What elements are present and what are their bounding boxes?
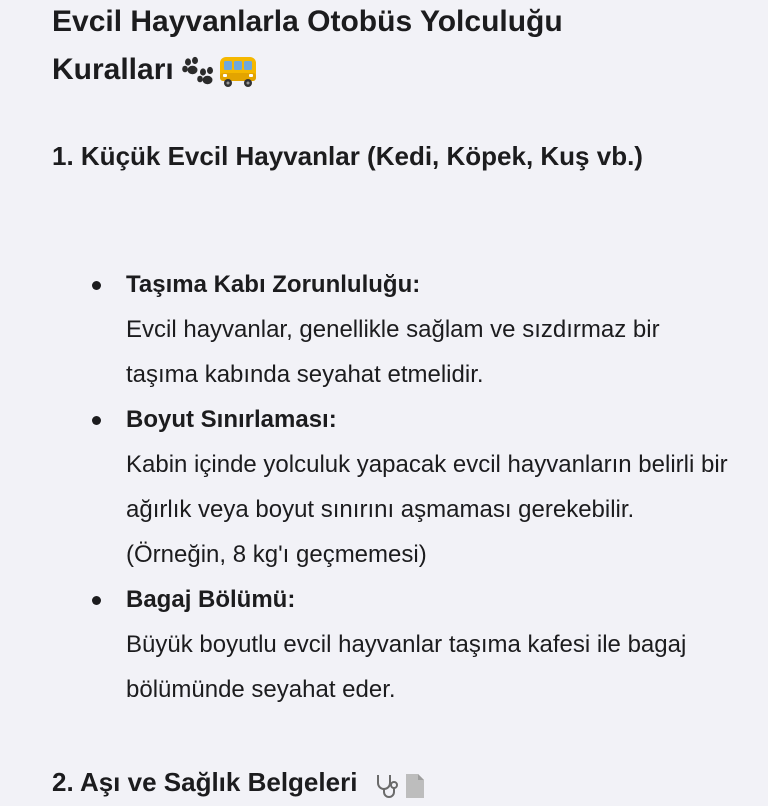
title-line-2 [52,46,712,95]
list-item [52,262,732,397]
title-line-2-text: Kuralları [52,53,174,86]
rule-title: Taşıma Kabı Zorunluluğu: [126,271,421,298]
document-icon [403,762,427,806]
list-item [52,577,732,712]
section-heading-2-text: 2. Aşı ve Sağlık Belgeleri [52,766,358,797]
page-title [52,0,712,95]
bullet-icon [92,596,101,605]
rule-text: Evcil hayvanlar, genellikle sağlam ve sızdırmaz bir taşıma kabında seyahat etmelidir. [126,316,660,388]
title-line-1: Evcil Hayvanlarla Otobüs Yolculuğu [52,5,563,38]
bullet-icon [92,416,101,425]
stethoscope-icon [373,762,401,806]
rule-title: Bagaj Bölümü: [126,586,296,613]
paw-prints-icon [182,47,216,95]
rule-text: Büyük boyutlu evcil hayvanlar taşıma kafesi ile bagaj bölümünde seyahat eder. [126,631,687,703]
bus-icon [218,47,258,95]
rule-text: Kabin içinde yolculuk yapacak evcil hayvanların belirli bir ağırlık veya boyut sınırını aşmaması gerekebilir. (Örneğin, 8 kg'ı geçmemesi) [126,451,728,568]
rules-list [52,262,732,712]
section-heading-1: 1. Küçük Evcil Hayvanlar (Kedi, Köpek, Kuş vb.) [52,141,643,171]
bullet-icon [92,281,101,290]
section-heading-2 [52,760,702,806]
rule-title: Boyut Sınırlaması: [126,406,337,433]
list-item [52,397,732,577]
